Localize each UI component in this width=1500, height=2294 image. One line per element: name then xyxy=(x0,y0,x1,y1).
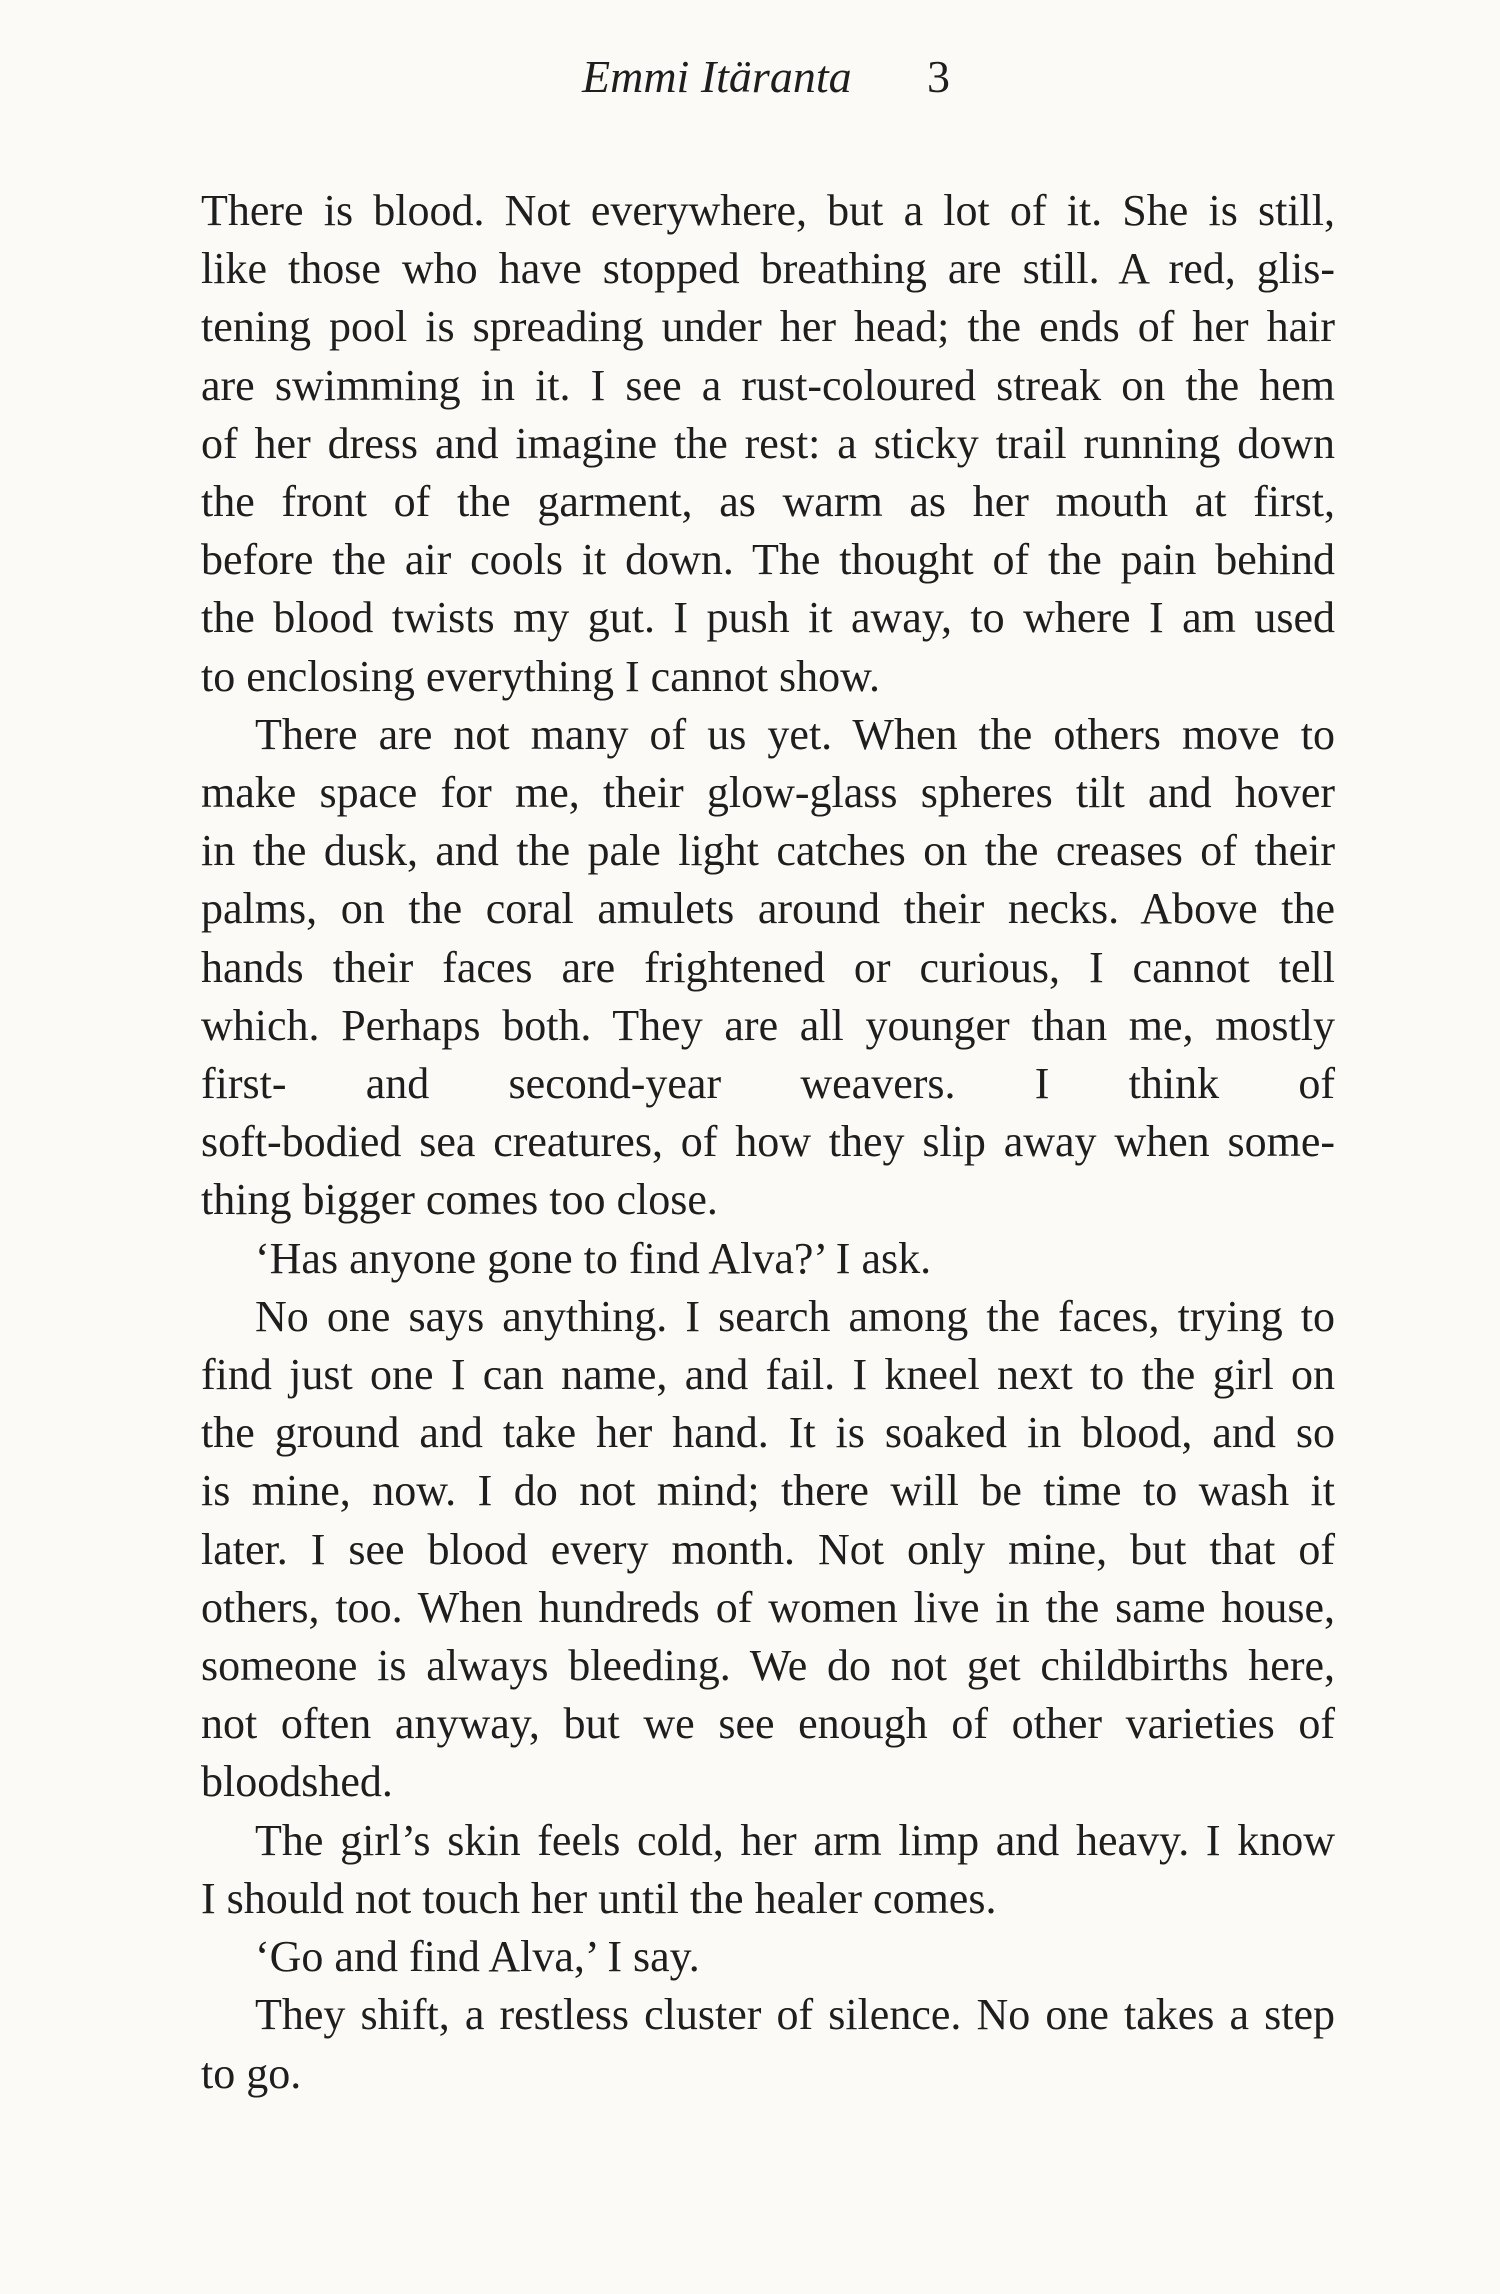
paragraph-2 xyxy=(201,706,1335,1230)
author-name: Emmi Itäranta xyxy=(582,51,852,102)
text-line: someone is always bleeding. We do not get childbirths here, xyxy=(201,1641,1335,1691)
text-line: No one says anything. I search among the faces, trying to xyxy=(255,1291,1335,1341)
text-line: thing bigger comes too close. xyxy=(201,1175,718,1225)
text-line: before the air cools it down. The thought of the pain behind xyxy=(201,535,1335,585)
text-line: which. Perhaps both. They are all younger than me, mostly xyxy=(201,1000,1335,1050)
paragraph-3 xyxy=(201,1230,1335,1288)
text-line: the blood twists my gut. I push it away, to where I am used xyxy=(201,593,1335,643)
text-line: in the dusk, and the pale light catches on the creases of their xyxy=(201,826,1335,876)
text-line: is mine, now. I do not mind; there will be time to wash it xyxy=(201,1466,1335,1516)
text-line: like those who have stopped breathing are still. A red, glis- xyxy=(201,244,1335,294)
paragraph-6 xyxy=(201,1928,1335,1986)
paragraph-1 xyxy=(201,182,1335,706)
text-line: palms, on the coral amulets around their necks. Above the xyxy=(201,884,1335,934)
text-line: first- and second-year weavers. I think of xyxy=(201,1059,1335,1109)
text-line: are swimming in it. I see a rust-coloured streak on the hem xyxy=(201,360,1335,410)
paragraph-7 xyxy=(201,1986,1335,2102)
text-line: the front of the garment, as warm as her mouth at first, xyxy=(201,477,1335,527)
body-text xyxy=(201,182,1335,2103)
text-line: others, too. When hundreds of women live in the same house, xyxy=(201,1582,1335,1632)
text-line: There are not many of us yet. When the others move to xyxy=(255,709,1335,759)
text-line: the ground and take her hand. It is soaked in blood, and so xyxy=(201,1408,1335,1458)
text-line: hands their faces are frightened or curious, I cannot tell xyxy=(201,942,1335,992)
text-line: later. I see blood every month. Not only mine, but that of xyxy=(201,1524,1335,1574)
text-line: They shift, a restless cluster of silence. No one takes a step xyxy=(255,1990,1335,2040)
text-line: ‘Go and find Alva,’ I say. xyxy=(255,1932,700,1982)
text-line: soft-bodied sea creatures, of how they slip away when some- xyxy=(201,1117,1335,1167)
text-line: make space for me, their glow-glass spheres tilt and hover xyxy=(201,768,1335,818)
text-line: bloodshed. xyxy=(201,1757,393,1807)
text-line: find just one I can name, and fail. I kneel next to the girl on xyxy=(201,1350,1335,1400)
text-line: I should not touch her until the healer comes. xyxy=(201,1873,997,1923)
running-header xyxy=(0,42,1500,112)
text-line: to go. xyxy=(201,2048,302,2098)
text-line: ‘Has anyone gone to find Alva?’ I ask. xyxy=(255,1233,932,1283)
text-line: tening pool is spreading under her head; the ends of her hair xyxy=(201,302,1335,352)
text-line: to enclosing everything I cannot show. xyxy=(201,651,880,701)
text-line: not often anyway, but we see enough of other varieties of xyxy=(201,1699,1335,1749)
text-line: The girl’s skin feels cold, her arm limp and heavy. I know xyxy=(255,1815,1335,1865)
paragraph-4 xyxy=(201,1288,1335,1812)
text-line: of her dress and imagine the rest: a sticky trail running down xyxy=(201,418,1335,468)
page-number: 3 xyxy=(927,51,950,102)
text-line: There is blood. Not everywhere, but a lot of it. She is still, xyxy=(201,186,1335,235)
paragraph-5 xyxy=(201,1812,1335,1928)
